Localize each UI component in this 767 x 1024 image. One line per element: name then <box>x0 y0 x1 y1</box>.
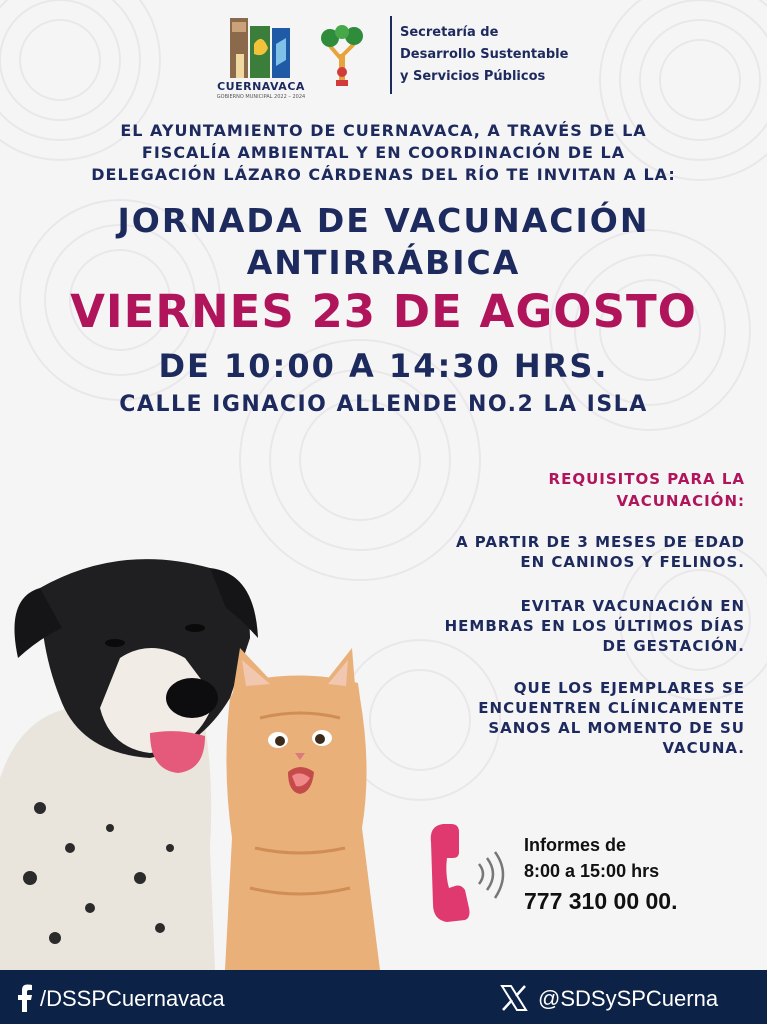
title-line: ANTIRRÁBICA <box>246 243 521 282</box>
requirement-line: QUE LOS EJEMPLARES SE <box>513 679 745 697</box>
cuernavaca-logo-subtext: GOBIERNO MUNICIPAL 2022 – 2024 <box>216 94 306 100</box>
tree-logo <box>320 24 364 86</box>
informes-line: 8:00 a 15:00 hrs <box>524 861 660 881</box>
requirements-title-line: REQUISITOS PARA LA <box>548 470 745 488</box>
intro-line: DELEGACIÓN LÁZARO CÁRDENAS DEL RÍO TE INVITAN A LA: <box>91 165 676 184</box>
requirement-line: ENCUENTREN CLÍNICAMENTE <box>478 699 745 717</box>
cuernavaca-logo-text: CUERNAVACA <box>217 80 305 93</box>
intro-line: FISCALÍA AMBIENTAL Y EN COORDINACIÓN DE LA <box>141 143 626 162</box>
secretaria-name <box>400 22 600 88</box>
requirement-line: A PARTIR DE 3 MESES DE EDAD <box>455 533 745 551</box>
intro-line: EL AYUNTAMIENTO DE CUERNAVACA, A TRAVÉS DE LA <box>120 121 647 140</box>
x-handle[interactable]: @SDSySPCuerna <box>538 986 719 1011</box>
secretaria-line: y Servicios Públicos <box>400 69 546 84</box>
informes-text <box>524 832 754 884</box>
event-time: DE 10:00 A 14:30 HRS. <box>158 347 609 385</box>
requirements-title-line: VACUNACIÓN: <box>616 492 745 510</box>
phone-icon <box>425 818 515 928</box>
phone-number[interactable]: 777 310 00 00. <box>524 888 678 914</box>
secretaria-line: Desarrollo Sustentable <box>400 47 569 62</box>
requirement-line: DE GESTACIÓN. <box>602 637 745 655</box>
intro-text <box>0 120 767 186</box>
requirement-item <box>395 678 745 758</box>
requirement-line: EVITAR VACUNACIÓN EN <box>520 597 745 615</box>
facebook-icon[interactable] <box>14 984 34 1012</box>
facebook-handle[interactable]: /DSSPCuernavaca <box>40 986 225 1011</box>
requirement-line: HEMBRAS EN LOS ÚLTIMOS DÍAS <box>444 617 745 635</box>
title-line: JORNADA DE VACUNACIÓN <box>117 201 650 240</box>
requirement-item <box>395 532 745 572</box>
requirement-item <box>395 596 745 656</box>
header-divider <box>390 16 392 94</box>
requirement-line: EN CANINOS Y FELINOS. <box>520 553 745 571</box>
x-logo-icon[interactable] <box>500 984 528 1012</box>
event-address: CALLE IGNACIO ALLENDE NO.2 LA ISLA <box>119 392 648 417</box>
requirement-line: VACUNA. <box>662 739 745 757</box>
requirements-title <box>440 468 745 512</box>
event-title <box>0 200 767 284</box>
dog-and-cat-photo <box>0 548 400 970</box>
informes-line: Informes de <box>524 835 627 855</box>
requirement-line: SANOS AL MOMENTO DE SU <box>488 719 745 737</box>
event-date: VIERNES 23 DE AGOSTO <box>70 285 697 338</box>
secretaria-line: Secretaría de <box>400 25 499 40</box>
